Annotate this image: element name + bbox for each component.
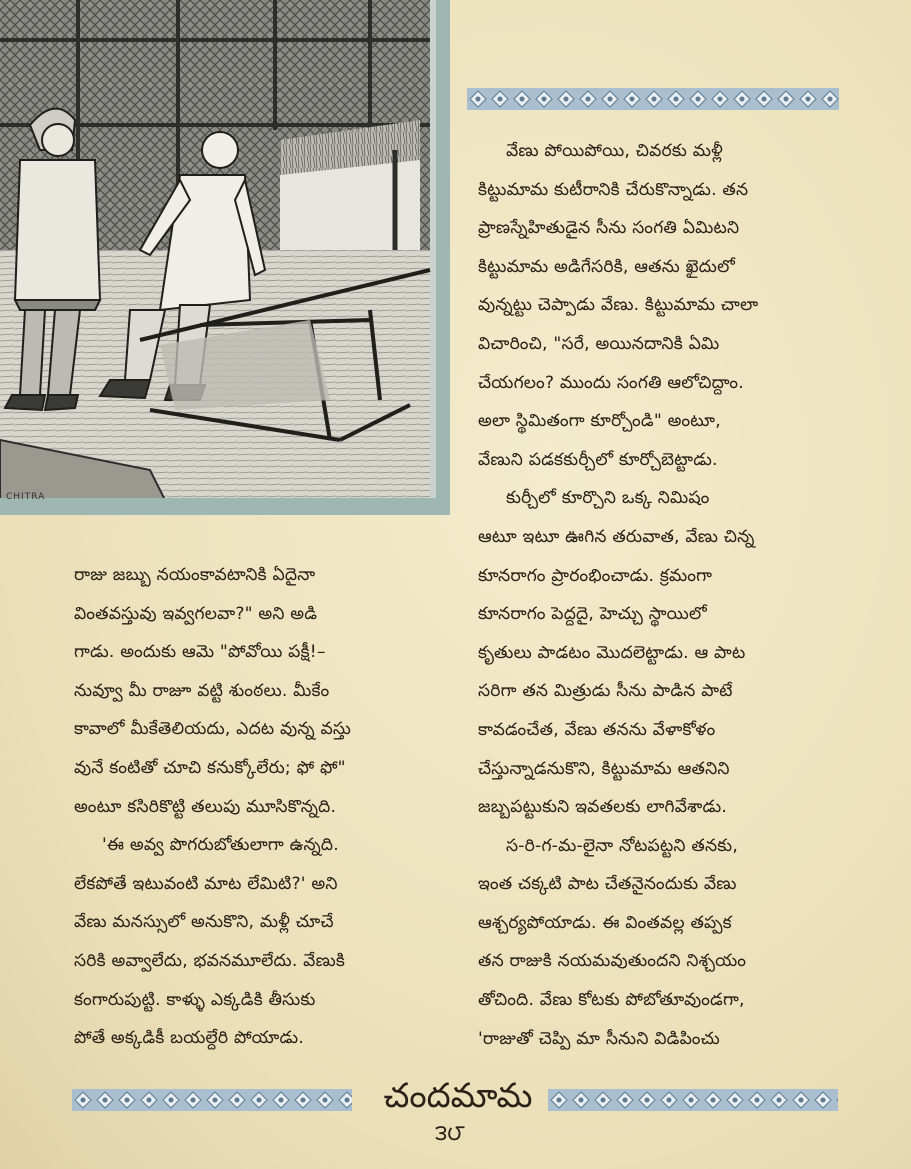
text-line: సరిగా తన మిత్రుడు సీను పాడిన పాటే <box>478 681 733 702</box>
text-line: చేస్తున్నాడనుకొని, కిట్టుమామ ఆతనిని <box>478 758 730 779</box>
text-line: వునే కంటితో చూచి కనుక్కోలేరు; ఫో ఫో" <box>74 757 346 778</box>
text-line: తోచింది. వేణు కోటకు పోబోతూవుండగా, <box>478 990 745 1011</box>
text-line: కూనరాగం పెద్దదై, హెచ్చు స్థాయిలో <box>478 604 707 625</box>
text-line: 'రాజుతో చెప్పి మా సీనుని విడిపించు <box>478 1028 720 1049</box>
text-line: రాజు జబ్బు నయంకావటానికి ఏదైనా <box>74 565 316 585</box>
text-line: జబ్బపట్టుకుని ఇవతలకు లాగివేశాడు. <box>478 797 728 818</box>
text-line: ప్రాణస్నేహితుడైన సీను సంగతి ఏమిటని <box>478 218 740 239</box>
text-line: 'ఈ అవ్వ పొగరుబోతులాగా ఉన్నది. <box>102 835 339 856</box>
text-line: ఆటూ ఇటూ ఊగిన తరువాత, వేణు చిన్న <box>478 526 755 547</box>
text-line: వింతవస్తువు ఇవ్వగలవా?" అని అడి <box>74 603 318 624</box>
text-line: నువ్వూ మీ రాజూ వట్టి శుంఠలు. మీకేం <box>74 680 330 701</box>
text-line: కృతులు పాడటం మొదలెట్టాడు. ఆ పాట <box>478 642 746 663</box>
text-line: పోతే అక్కడికీ బయల్దేరి పోయాడు. <box>74 1028 304 1049</box>
decorative-border-footer-left <box>72 1089 352 1111</box>
text-line: చేయగలం? ముందు సంగతి ఆలోచిద్దాం. <box>478 372 744 393</box>
text-line: వేణుని పడకకుర్చీలో కూర్చోబెట్టాడు. <box>478 449 718 470</box>
text-line: వేణు మనస్సులో అనుకొని, మళ్లీ చూచే <box>74 912 334 933</box>
artist-signature: CHITRA <box>6 492 46 502</box>
decorative-border-footer-right <box>548 1089 838 1111</box>
text-line: ఇంత చక్కటి పాట చేతనైనందుకు వేణు <box>478 874 737 895</box>
text-line: వేణు పోయిపోయి, చివరకు మళ్లీ <box>506 141 723 161</box>
page-number: ౩౮ <box>435 1121 465 1146</box>
text-line: కిట్టుమామ అడిగేసరికి, ఆతను ఖైదులో <box>478 256 735 277</box>
text-line: అలా స్థిమితంగా కూర్చోండి" అంటూ, <box>478 411 721 432</box>
text-line: స-రి-గ-మ-లైనా నోటపట్టని తనకు, <box>506 835 738 856</box>
magazine-name: చందమామ <box>383 1076 533 1116</box>
text-line: అంటూ కసిరికొట్టి తలుపు మూసికొన్నది. <box>74 796 337 817</box>
right-text-column <box>478 132 848 1058</box>
text-line: విచారించి, "సరే, అయినదానికి ఏమి <box>478 333 720 354</box>
story-illustration <box>0 0 450 515</box>
text-line: వున్నట్టు చెప్పాడు వేణు. కిట్టుమామ చాలా <box>478 295 759 316</box>
text-line: లేకపోతే ఇటువంటి మాట లేమిటి?' అని <box>74 873 338 894</box>
text-line: గాడు. అందుకు ఆమె "పోవోయి పక్షీ!– <box>74 642 326 663</box>
text-line: కూనరాగం ప్రారంభించాడు. క్రమంగా <box>478 565 713 586</box>
text-line: ఆశ్చర్యపోయాడు. ఈ వింతవల్ల తప్పక <box>478 912 732 933</box>
text-line: కావాలో మీకేతెలియదు, ఎదట వున్న వస్తు <box>74 719 352 740</box>
text-line: కావడంచేత, వేణు తనను వేళాకోళం <box>478 719 716 740</box>
left-text-column <box>74 556 446 1058</box>
text-line: కిట్టుమామ కుటీరానికి చేరుకొన్నాడు. తన <box>478 179 749 200</box>
text-line: కంగారుపుట్టి. కాళ్ళు ఎక్కడికి తీసుకు <box>74 989 316 1010</box>
text-line: కుర్చీలో కూర్చొని ఒక్క నిమిషం <box>506 488 710 509</box>
text-line: తన రాజుకి నయమవుతుందని నిశ్చయం <box>478 951 747 972</box>
decorative-border-top <box>467 88 839 110</box>
text-line: సరికి అవ్వాలేదు, భవనమూలేదు. వేణుకి <box>74 950 346 971</box>
